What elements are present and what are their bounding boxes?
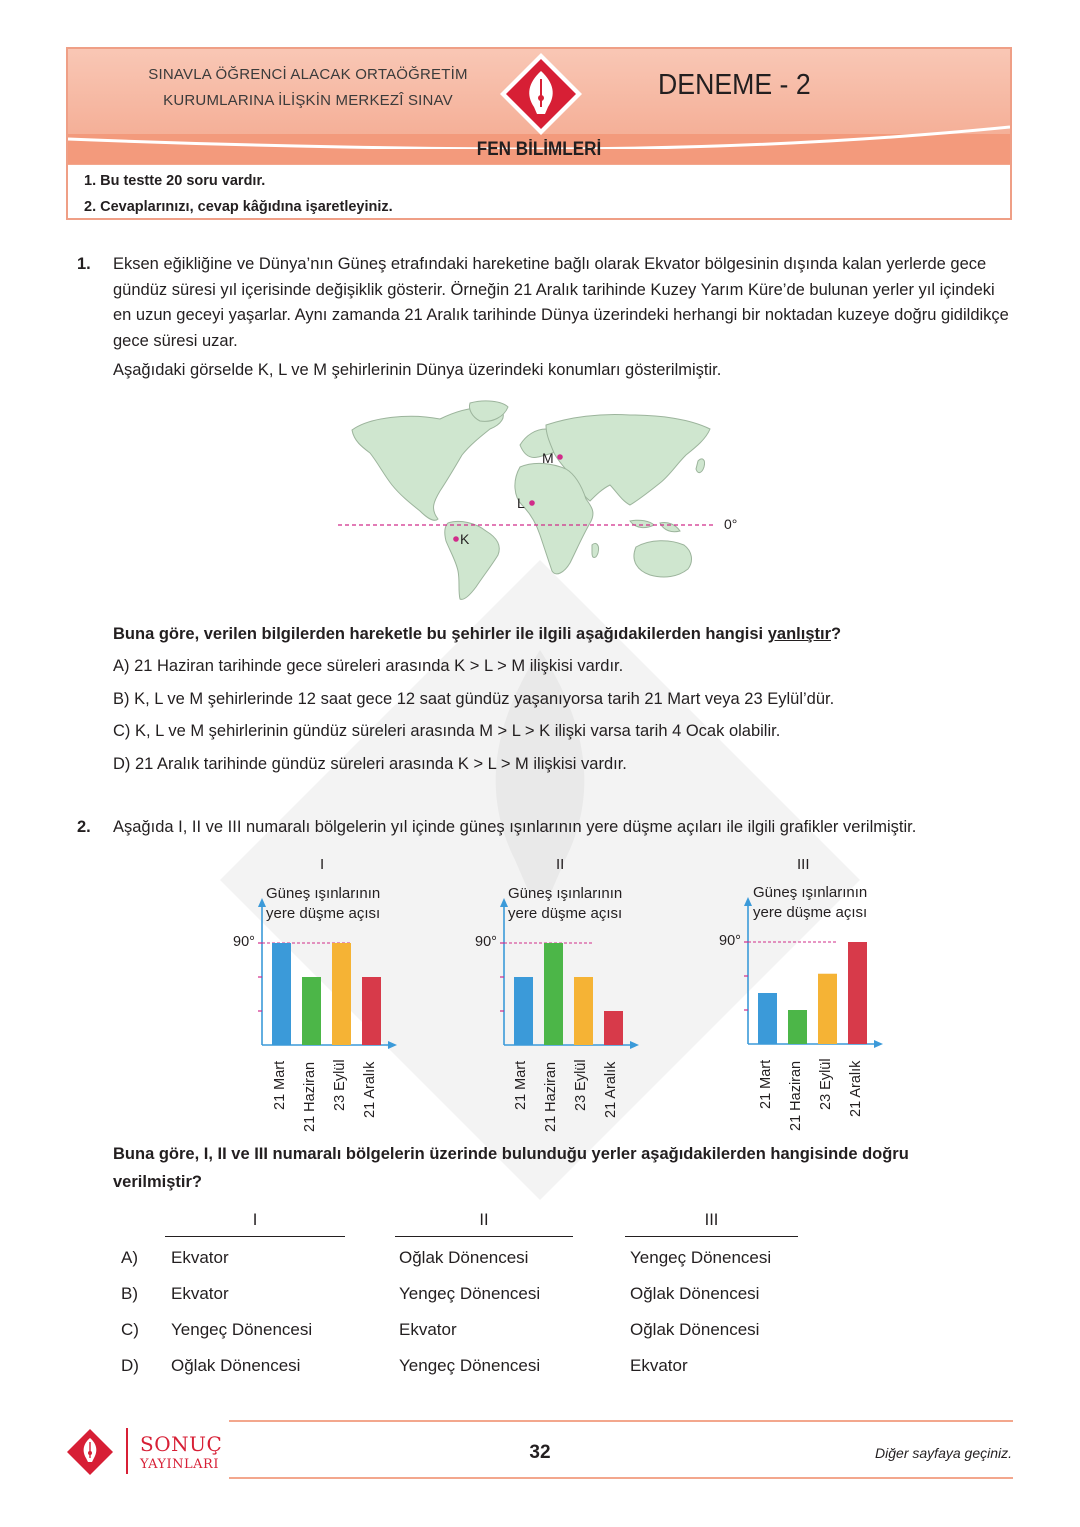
question-1-stem [113, 625, 841, 644]
chart-2-y-arrow-icon [500, 898, 508, 907]
q2-option-b-iii: Oğlak Dönencesi [630, 1284, 760, 1303]
q2-option-b-i: Ekvator [171, 1284, 229, 1303]
subject-title: FEN BİLİMLERİ [476, 139, 602, 160]
table-header-1: I [252, 1211, 258, 1229]
question-2-stem-2: verilmiştir? [113, 1173, 202, 1191]
deneme-title: DENEME - 2 [658, 69, 811, 101]
table-header-2: II [479, 1211, 489, 1229]
q2-option-b-ii: Yengeç Dönencesi [399, 1284, 541, 1303]
chart-3-ylabel-1: Güneş ışınlarının [753, 884, 868, 901]
chart-2-xlabel-4: 21 Aralık [603, 1061, 619, 1118]
exam-header [66, 47, 1012, 220]
question-1-stem-suffix: ? [831, 625, 842, 643]
map-label-l: L [517, 495, 525, 511]
chart-3-bar-3 [818, 974, 837, 1044]
table-rule-3 [625, 1236, 798, 1237]
chart-2-ylabel-1: Güneş ışınlarının [508, 885, 623, 902]
chart-3-title: III [797, 856, 810, 873]
page-number: 32 [529, 1442, 551, 1463]
header-line-1: SINAVLA ÖĞRENCİ ALACAK ORTAÖĞRETİM [148, 66, 468, 83]
q1-option-a[interactable]: A) 21 Haziran tarihinde gece süreleri arasında K > L > M ilişkisi vardır. [113, 657, 624, 675]
question-1-paragraph: Eksen eğikliğine ve Dünya’nın Güneş etrafındaki hareketine bağlı olarak Ekvator bölgesinin dışında kalan yerlerde gece gündüz süresi yıl içerisinde değişiklik gösterir. Örneğin 21 Aralık tarihinde Kuzey Yarım Küre’de bulunan yerler yıl içindeki en uzun geceyi yaşarlar. Aynı zamanda 21 Aralık tarihinde Dünya üzerindeki herhangi bir noktadan kuzeye doğru gidildikçe gece süresi uzar. [113, 255, 1009, 350]
brand-logo-icon [66, 1428, 114, 1476]
map-label-k: K [460, 531, 470, 547]
chart-2-bar-3 [574, 977, 593, 1045]
table-header-3: III [704, 1211, 719, 1229]
chart-3-ytick-90: 90° [719, 933, 741, 949]
chart-3-xlabel-1: 21 Mart [758, 1059, 774, 1109]
chart-1-bar-2 [302, 977, 321, 1045]
q2-option-a-iii: Yengeç Dönencesi [630, 1248, 772, 1267]
chart-3-bar-2 [788, 1010, 807, 1044]
question-2-number: 2. [77, 818, 91, 836]
next-page-note: Diğer sayfaya geçiniz. [875, 1445, 1012, 1461]
q1-option-b[interactable]: B) K, L ve M şehirlerinde 12 saat gece 12 saat gündüz yaşanıyorsa tarih 21 Mart veya 23 Eylül’dür. [113, 690, 835, 708]
chart-1-bar-1 [272, 943, 291, 1045]
q2-option-d-label: D) [121, 1356, 139, 1375]
chart-2-bar-4 [604, 1011, 623, 1045]
chart-1-xlabel-1: 21 Mart [272, 1060, 288, 1110]
brand-separator [126, 1428, 128, 1474]
chart-1-title: I [320, 856, 325, 873]
map-label-equator: 0° [724, 516, 738, 532]
question-2-intro: Aşağıda I, II ve III numaralı bölgelerin yıl içinde güneş ışınlarının yere düşme açıları ile ilgili grafikler verilmiştir. [113, 818, 917, 836]
map-intro: Aşağıdaki görselde K, L ve M şehirlerinin Dünya üzerindeki konumları gösterilmiştir. [113, 361, 722, 379]
q2-option-b-label: B) [121, 1284, 138, 1303]
q1-option-d[interactable]: D) 21 Aralık tarihinde gündüz süreleri arasında K > L > M ilişkisi vardır. [113, 755, 627, 773]
chart-1-ylabel-1: Güneş ışınlarının [266, 885, 381, 902]
chart-1-ytick-90: 90° [233, 934, 255, 950]
q2-option-c-i: Yengeç Dönencesi [171, 1320, 313, 1339]
q2-option-a-ii: Oğlak Dönencesi [399, 1248, 529, 1267]
q2-option-a-label: A) [121, 1248, 138, 1267]
q2-option-d-iii: Ekvator [630, 1356, 688, 1375]
chart-2-xlabel-1: 21 Mart [513, 1060, 529, 1110]
chart-3-bar-1 [758, 993, 777, 1044]
chart-1-bar-4 [362, 977, 381, 1045]
question-1-number: 1. [77, 255, 91, 273]
chart-3-plot [736, 894, 886, 1054]
footer-rule-bottom [229, 1477, 1013, 1479]
footer-rule-top [229, 1420, 1013, 1422]
chart-3-ylabel-2: yere düşme açısı [753, 904, 868, 921]
question-1-stem-underlined: yanlıştır [767, 625, 831, 643]
map-label-m: M [542, 450, 554, 466]
q2-option-a-i: Ekvator [171, 1248, 229, 1267]
brand-name: SONUÇ [140, 1432, 223, 1456]
table-rule-1 [165, 1236, 345, 1237]
chart-1-xlabel-4: 21 Aralık [362, 1061, 378, 1118]
chart-2-bar-2 [544, 943, 563, 1045]
chart-2-x-arrow-icon [630, 1041, 639, 1049]
chart-3-xlabel-4: 21 Aralık [848, 1060, 864, 1117]
chart-1-xlabel-2: 21 Haziran [302, 1061, 318, 1132]
chart-1-y-arrow-icon [258, 898, 266, 907]
q2-option-d-i: Oğlak Dönencesi [171, 1356, 301, 1375]
chart-3-xlabel-2: 21 Haziran [788, 1060, 804, 1131]
header-line-2: KURUMLARINA İLİŞKİN MERKEZÎ SINAV [163, 92, 453, 109]
chart-2-plot [492, 895, 642, 1055]
chart-1-bar-3 [332, 943, 351, 1045]
chart-3-y-arrow-icon [744, 897, 752, 906]
brand-subname: YAYINLARI [140, 1457, 219, 1472]
question-1-stem-prefix: Buna göre, verilen bilgilerden hareketle bu şehirler ile ilgili aşağıdakilerden hangisi [113, 625, 768, 643]
chart-3-x-arrow-icon [874, 1040, 883, 1048]
chart-1-x-arrow-icon [388, 1041, 397, 1049]
chart-1-plot [250, 895, 400, 1055]
chart-3-bar-4 [848, 942, 867, 1044]
chart-3-xlabel-3: 23 Eylül [818, 1058, 834, 1110]
q2-option-d-ii: Yengeç Dönencesi [399, 1356, 541, 1375]
chart-1-xlabel-3: 23 Eylül [332, 1059, 348, 1111]
chart-2-title: II [556, 856, 565, 873]
chart-2-xlabel-2: 21 Haziran [543, 1061, 559, 1132]
question-2-stem-1: Buna göre, I, II ve III numaralı bölgelerin üzerinde bulunduğu yerler aşağıdakilerden hangisinde doğru [113, 1145, 909, 1163]
chart-2-ytick-90: 90° [475, 934, 497, 950]
world-map [330, 395, 750, 605]
q2-option-c-ii: Ekvator [399, 1320, 457, 1339]
q2-option-c-iii: Oğlak Dönencesi [630, 1320, 760, 1339]
q1-option-c[interactable]: C) K, L ve M şehirlerinin gündüz süreleri arasında M > L > K ilişki varsa tarih 4 Ocak olabilir. [113, 722, 781, 740]
chart-2-ylabel-2: yere düşme açısı [508, 905, 623, 922]
pen-logo-icon [498, 51, 584, 137]
chart-2-bar-1 [514, 977, 533, 1045]
instructions [68, 165, 1010, 218]
instruction-1: 1. Bu testte 20 soru vardır. [84, 173, 266, 189]
instruction-2: 2. Cevaplarınızı, cevap kâğıdına işaretleyiniz. [84, 199, 393, 215]
q2-option-c-label: C) [121, 1320, 139, 1339]
chart-2-xlabel-3: 23 Eylül [573, 1059, 589, 1111]
chart-1-ylabel-2: yere düşme açısı [266, 905, 381, 922]
table-rule-2 [395, 1236, 573, 1237]
